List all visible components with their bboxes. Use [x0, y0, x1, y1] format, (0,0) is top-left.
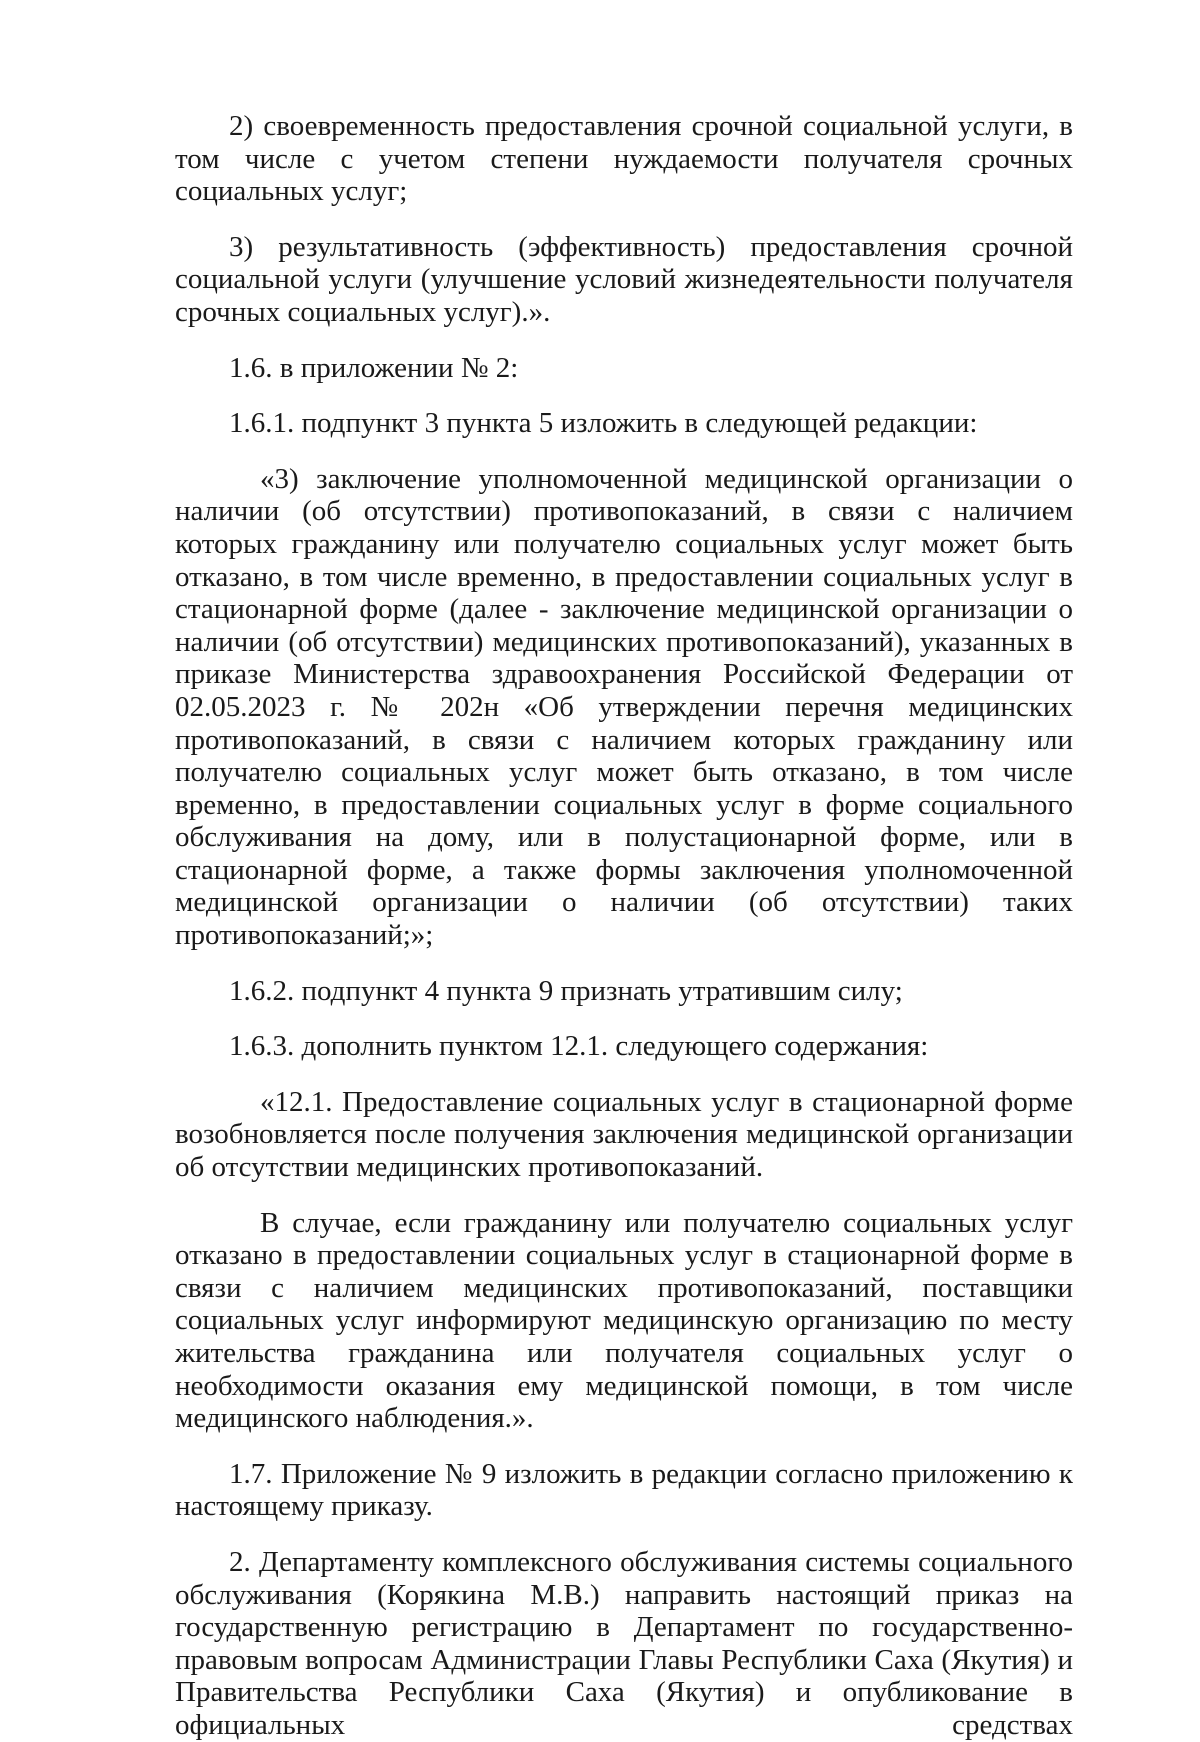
paragraph-item-2: 2) своевременность предоставления срочной социальной услуги, в том числе с учетом степени нуждаемости получателя срочных социальных услуг;	[175, 110, 1073, 208]
paragraph-2: 2. Департаменту комплексного обслуживания системы социального обслуживания (Корякина М.В.) направить настоящий приказ на государственную регистрацию в Департамент по государственно-правовым вопросам Администрации Главы Республики Саха (Якутия) и Правительства Республики Саха (Якутия) и опубликование в официальных средствах	[175, 1545, 1073, 1741]
paragraph-1-7: 1.7. Приложение № 9 изложить в редакции согласно приложению к настоящему приказу.	[175, 1457, 1073, 1523]
paragraph-refusal-case: В случае, если гражданину или получателю социальных услуг отказано в предоставлении социальных услуг в стационарной форме в связи с наличием медицинских противопоказаний, поставщики социальных услуг информируют медицинскую организацию по месту жительства гражданина или получателя социальных услуг о необходимости оказания ему медицинской помощи, в том числе медицинского наблюдения.».	[175, 1206, 1073, 1435]
paragraph-1-6-3: 1.6.3. дополнить пунктом 12.1. следующего содержания:	[229, 1030, 929, 1063]
paragraph-1-6: 1.6. в приложении № 2:	[229, 351, 519, 384]
paragraph-quote-3: «3) заключение уполномоченной медицинской организации о наличии (об отсутствии) противопоказаний, в связи с наличием которых гражданину или получателю социальных услуг может быть отказано, в том числе временно, в предоставлении социальных услуг в стационарной форме (далее - заключение медицинской организации о наличии (об отсутствии) медицинских противопоказаний), указанных в приказе Министерства здравоохранения Российской Федерации от 02.05.2023 г. № 202н «Об утверждении перечня медицинских противопоказаний, в связи с наличием которых гражданину или получателю социальных услуг может быть отказано, в том числе временно, в предоставлении социальных услуг в форме социального обслуживания на дому, или в полустационарной форме, или в стационарной форме, а также формы заключения уполномоченной медицинской организации о наличии (об отсутствии) таких противопоказаний;»;	[175, 462, 1073, 952]
paragraph-item-3: 3) результативность (эффективность) предоставления срочной социальной услуги (улучшение условий жизнедеятельности получателя срочных социальных услуг).».	[175, 230, 1073, 328]
paragraph-1-6-2: 1.6.2. подпункт 4 пункта 9 признать утратившим силу;	[229, 974, 903, 1007]
paragraph-quote-12-1: «12.1. Предоставление социальных услуг в стационарной форме возобновляется после получения заключения медицинской организации об отсутствии медицинских противопоказаний.	[175, 1085, 1073, 1184]
document-page	[175, 110, 1073, 1742]
paragraph-1-6-1: 1.6.1. подпункт 3 пункта 5 изложить в следующей редакции:	[229, 407, 978, 440]
